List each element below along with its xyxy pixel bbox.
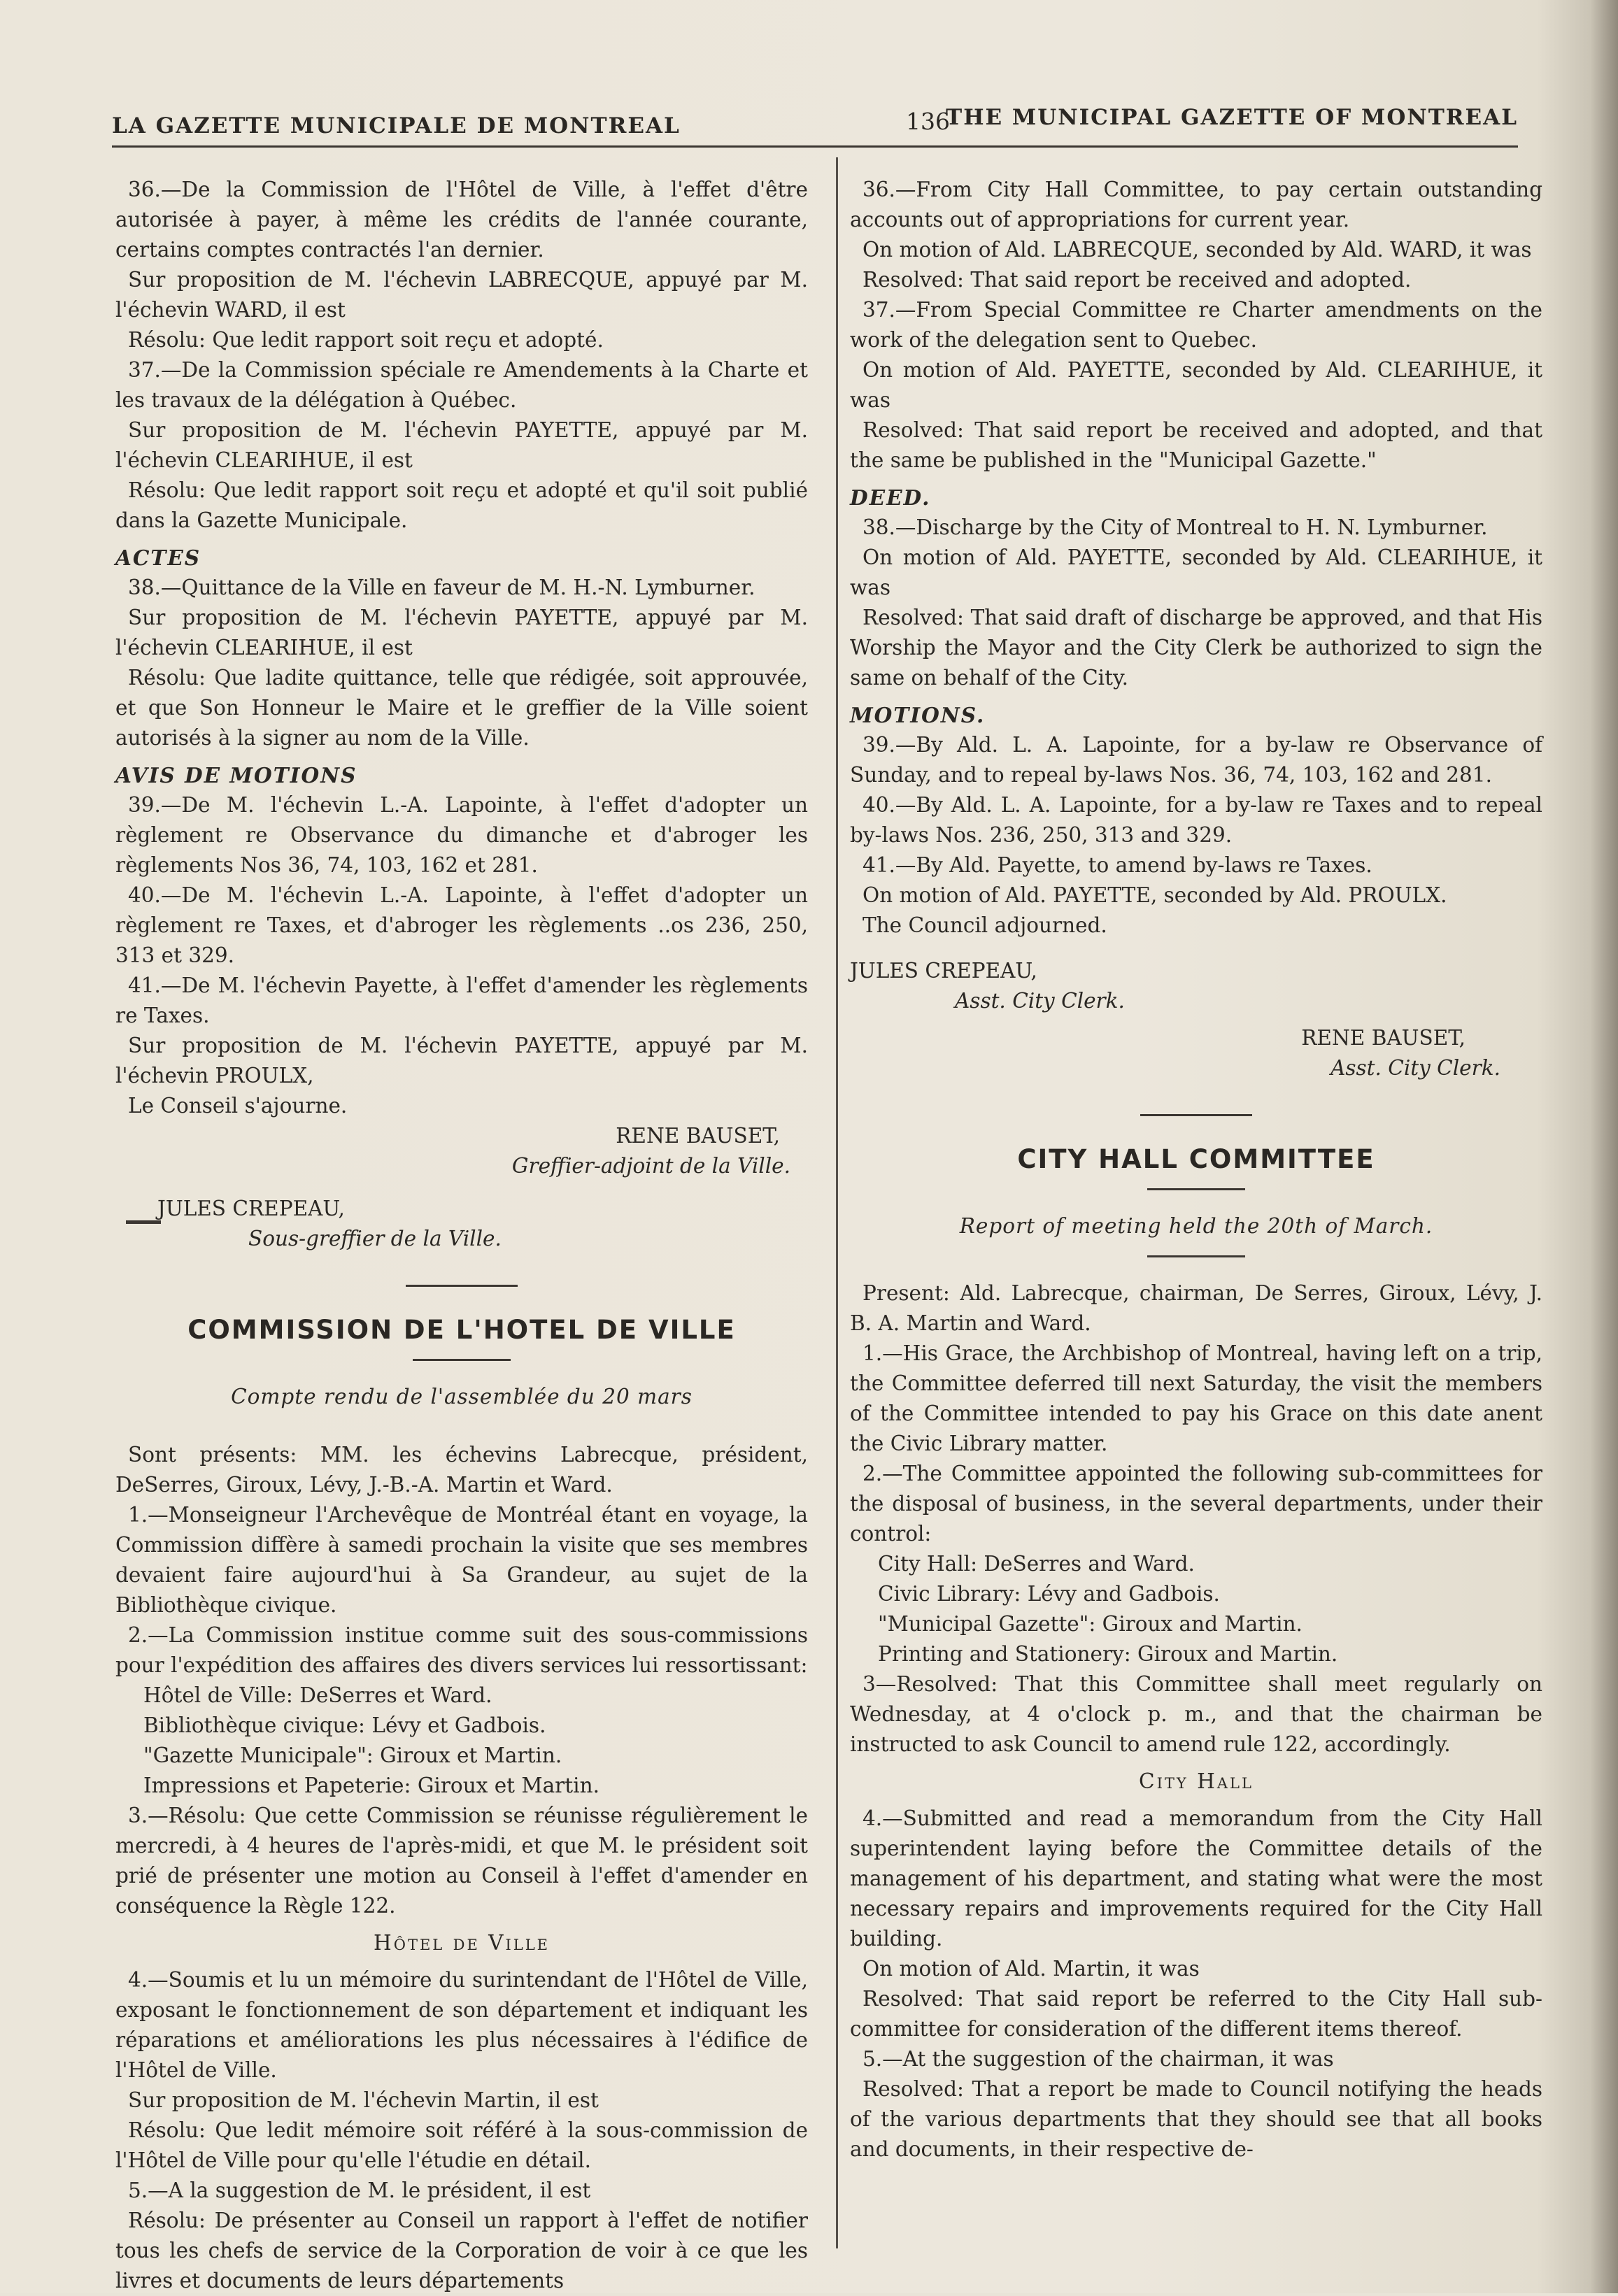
header-rule	[112, 145, 1518, 148]
item-38: 38.—Discharge by the City of Montreal to H. N. Lymburner.	[863, 515, 1488, 539]
signature-title: Asst. City Clerk.	[955, 989, 1125, 1013]
resolution-4: Resolved: That said report be referred to the City Hall sub-committee for consideration of the different items thereof.	[850, 1987, 1542, 2041]
motion-37: Sur proposition de M. l'échevin PAYETTE, appuyé par M. l'échevin CLEARIHUE, il est	[115, 418, 808, 472]
subcommittee-entry: City Hall: DeSerres and Ward.	[878, 1552, 1195, 1576]
subcommittee-entry: Civic Library: Lévy and Gadbois.	[878, 1582, 1220, 1606]
subcommission-entry: "Gazette Municipale": Giroux et Martin.	[143, 1744, 562, 1767]
attendance: Present: Ald. Labrecque, chairman, De Serres, Giroux, Lévy, J. B. A. Martin and Ward.	[850, 1281, 1542, 1335]
section-heading-motions: MOTIONS.	[850, 703, 986, 727]
item-4: 4.—Submitted and read a memorandum from the City Hall superintendent laying before the Committee details of the management of his department, and stating what were the most necessary repairs and improvements required for the City Hall building.	[850, 1806, 1542, 1951]
resolution-5: Resolved: That a report be made to Council notifying the heads of the various departments that they should see that all books and documents, in their respective de-	[850, 2077, 1542, 2161]
resolution-37: Resolved: That said report be received and adopted, and that the same be published in the "Municipal Gazette."	[850, 418, 1542, 472]
item-40: 40.—De M. l'échevin L.-A. Lapointe, à l'effet d'adopter un règlement re Taxes, et d'abroger les règlements ..os 236, 250, 313 et 329.	[115, 883, 808, 967]
adjournment: The Council adjourned.	[863, 913, 1107, 937]
title-divider	[413, 1359, 511, 1361]
resolution-5: Résolu: De présenter au Conseil un rapport à l'effet de notifier tous les chefs de service de la Corporation de voir à ce que les livres et documents de leurs départements	[115, 2209, 808, 2293]
section-divider	[1140, 1114, 1252, 1116]
item-40: 40.—By Ald. L. A. Lapointe, for a by-law re Taxes and to repeal by-laws Nos. 236, 250, 313 and 329.	[850, 793, 1542, 847]
item-1: 1.—Monseigneur l'Archevêque de Montréal étant en voyage, la Commission diffère à samedi prochain la visite que ses membres devaient faire aujourd'hui à Sa Grandeur, au sujet de la Bibliothèque civique.	[115, 1503, 808, 1617]
motion-4: On motion of Ald. Martin, it was	[863, 1957, 1200, 1981]
adjournment: Le Conseil s'ajourne.	[128, 1094, 348, 1118]
motion-41: On motion of Ald. PAYETTE, seconded by Ald. PROULX.	[863, 883, 1447, 907]
title-divider	[1147, 1188, 1245, 1190]
section-heading-avis: AVIS DE MOTIONS	[115, 763, 357, 787]
item-3: 3.—Résolu: Que cette Commission se réunisse régulièrement le mercredi, à 4 heures de l'après-midi, et que M. le président soit prié de présenter une motion au Conseil à l'effet d'amender en conséquence la Règle 122.	[115, 1804, 808, 1918]
resolution-38: Resolved: That said draft of discharge be approved, and that His Worship the Mayor and the City Clerk be authorized to sign the same on behalf of the City.	[850, 606, 1542, 690]
item-36: 36.—De la Commission de l'Hôtel de Ville, à l'effet d'être autorisée à payer, à même les crédits de l'année courante, certains comptes contractés l'an dernier.	[115, 178, 808, 262]
section-subtitle: Compte rendu de l'assemblée du 20 mars	[231, 1385, 693, 1409]
left-column-french	[115, 175, 808, 2296]
item-37: 37.—De la Commission spéciale re Amendements à la Charte et les travaux de la délégation à Québec.	[115, 358, 808, 412]
item-41: 41.—De M. l'échevin Payette, à l'effet d'amender les règlements re Taxes.	[115, 974, 808, 1027]
section-subtitle: Report of meeting held the 20th of March.	[959, 1214, 1433, 1238]
subcommission-entry: Bibliothèque civique: Lévy et Gadbois.	[143, 1713, 546, 1737]
item-2: 2.—The Committee appointed the following sub-committees for the disposal of business, in the several departments, under their control:	[850, 1462, 1542, 1546]
column-divider	[836, 157, 838, 2248]
motion-4: Sur proposition de M. l'échevin Martin, il est	[128, 2088, 599, 2112]
item-37: 37.—From Special Committee re Charter amendments on the work of the delegation sent to Quebec.	[850, 298, 1542, 352]
signature-name: JULES CREPEAU,	[157, 1197, 345, 1220]
item-41: 41.—By Ald. Payette, to amend by-laws re Taxes.	[863, 853, 1372, 877]
item-1: 1.—His Grace, the Archbishop of Montreal, having left on a trip, the Committee deferred till next Saturday, the visit the members of the Committee intended to pay his Grace on this date anent the Civic Library matter.	[850, 1341, 1542, 1455]
resolution-4: Résolu: Que ledit mémoire soit référé à la sous-commission de l'Hôtel de Ville pour qu'elle l'étudie en détail.	[115, 2118, 808, 2172]
motion-37: On motion of Ald. PAYETTE, seconded by Ald. CLEARIHUE, it was	[850, 358, 1542, 412]
header-left-title: LA GAZETTE MUNICIPALE DE MONTREAL	[112, 113, 681, 138]
page-spine-shadow	[1590, 0, 1618, 2293]
subcommittee-entry: Printing and Stationery: Giroux and Martin.	[878, 1642, 1338, 1666]
subcommission-entry: Hôtel de Ville: DeSerres et Ward.	[143, 1683, 492, 1707]
subheading-hotel-de-ville: Hôtel de Ville	[374, 1931, 550, 1955]
section-divider	[406, 1285, 518, 1287]
right-column-english	[850, 175, 1542, 2165]
subcommittee-entry: "Municipal Gazette": Giroux and Martin.	[878, 1612, 1303, 1636]
resolution-36: Résolu: Que ledit rapport soit reçu et adopté.	[128, 328, 604, 352]
item-2: 2.—La Commission institue comme suit des sous-commissions pour l'expédition des affaires des divers services lui ressortissant:	[115, 1623, 808, 1677]
item-36: 36.—From City Hall Committee, to pay certain outstanding accounts out of appropriations for current year.	[850, 178, 1542, 231]
section-heading-actes: ACTES	[115, 546, 201, 570]
page-number: 136	[906, 108, 950, 135]
item-39: 39.—De M. l'échevin L.-A. Lapointe, à l'effet d'adopter un règlement re Observance du dimanche et d'abroger les règlements Nos 36, 74, 103, 162 et 281.	[115, 793, 808, 877]
resolution-36: Resolved: That said report be received and adopted.	[863, 268, 1412, 292]
subtitle-divider	[1147, 1255, 1245, 1257]
header-right-title: THE MUNICIPAL GAZETTE OF MONTREAL	[946, 105, 1518, 130]
page-header	[112, 105, 1518, 140]
motion-38: Sur proposition de M. l'échevin PAYETTE, appuyé par M. l'échevin CLEARIHUE, il est	[115, 606, 808, 659]
item-5: 5.—A la suggestion de M. le président, il est	[128, 2179, 591, 2202]
motion-38: On motion of Ald. PAYETTE, seconded by Ald. CLEARIHUE, it was	[850, 546, 1542, 599]
item-5: 5.—At the suggestion of the chairman, it was	[863, 2047, 1334, 2071]
signature-name: JULES CREPEAU,	[850, 959, 1037, 983]
signature-title: Sous-greffier de la Ville.	[248, 1227, 502, 1250]
signature-name: RENE BAUSET,	[1301, 1026, 1466, 1050]
item-3: 3—Resolved: That this Committee shall meet regularly on Wednesday, at 4 o'clock p. m., and that the chairman be instructed to ask Council to amend rule 122, accordingly.	[850, 1672, 1542, 1756]
resolution-38: Résolu: Que ladite quittance, telle que rédigée, soit approuvée, et que Son Honneur le Maire et le greffier de la Ville soient autorisés à la signer au nom de la Ville.	[115, 666, 808, 750]
motion-36: On motion of Ald. LABRECQUE, seconded by Ald. WARD, it was	[863, 238, 1532, 262]
signature-name: RENE BAUSET,	[616, 1124, 780, 1148]
signature-title: Asst. City Clerk.	[1330, 1056, 1500, 1080]
item-39: 39.—By Ald. L. A. Lapointe, for a by-law re Observance of Sunday, and to repeal by-laws Nos. 36, 74, 103, 162 and 281.	[850, 733, 1542, 787]
attendance: Sont présents: MM. les échevins Labrecque, président, DeSerres, Giroux, Lévy, J.-B.-A. Martin et Ward.	[115, 1443, 808, 1497]
section-title: COMMISSION DE L'HOTEL DE VILLE	[187, 1315, 736, 1345]
item-38: 38.—Quittance de la Ville en faveur de M. H.-N. Lymburner.	[128, 576, 755, 599]
motion-41: Sur proposition de M. l'échevin PAYETTE, appuyé par M. l'échevin PROULX,	[115, 1034, 808, 1088]
resolution-37: Résolu: Que ledit rapport soit reçu et adopté et qu'il soit publié dans la Gazette Municipale.	[115, 478, 808, 532]
signature-title: Greffier-adjoint de la Ville.	[511, 1154, 790, 1178]
subheading-city-hall: City Hall	[1139, 1769, 1254, 1793]
section-title: CITY HALL COMMITTEE	[1017, 1144, 1375, 1174]
section-heading-deed: DEED.	[850, 485, 931, 510]
motion-36: Sur proposition de M. l'échevin LABRECQUE, appuyé par M. l'échevin WARD, il est	[115, 268, 808, 322]
subcommission-entry: Impressions et Papeterie: Giroux et Martin.	[143, 1774, 599, 1797]
item-4: 4.—Soumis et lu un mémoire du surintendant de l'Hôtel de Ville, exposant le fonctionnement de son département et indiquant les réparations et améliorations les plus nécessaires à l'édifice de l'Hôtel de Ville.	[115, 1968, 808, 2082]
